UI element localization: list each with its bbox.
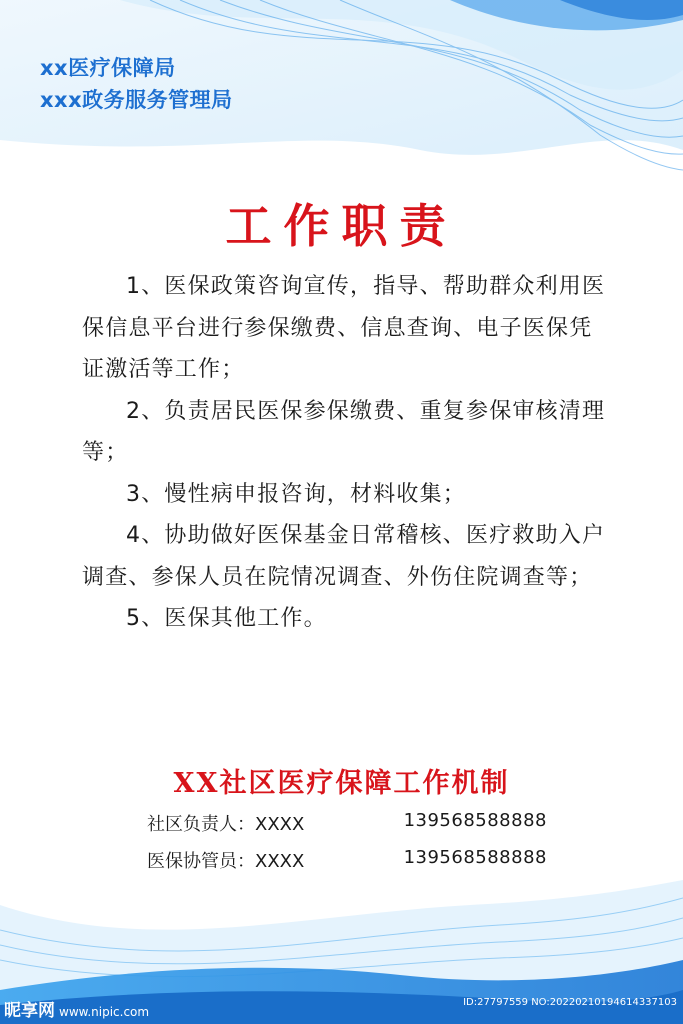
duty-item: 3、慢性病申报咨询，材料收集； xyxy=(126,481,466,507)
contact-phone: 13956858888​8 xyxy=(403,847,547,868)
duty-item: 5、医保其他工作。 xyxy=(126,606,327,631)
watermark-brand xyxy=(4,996,149,1021)
footer-organization: XX社区医疗保障工作机制 xyxy=(173,768,510,799)
duty-item: 2、负责居民医保参保缴费、重复参保审核清理等； xyxy=(82,398,606,465)
org-name-line-1: xx医疗保障局 xyxy=(40,56,176,80)
duties-list xyxy=(82,266,612,640)
contact-label: 医保协管员：XXXX xyxy=(147,851,305,872)
org-name-line-2: xxx政务服务管理局 xyxy=(40,88,233,112)
duty-item: 1、医保政策咨询宣传，指导、帮助群众利用医保信息平台进行参保缴费、信息查询、电子医保凭证激活等工作； xyxy=(82,274,606,382)
contact-label: 社区负责人：XXXX xyxy=(147,814,305,835)
watermark-image-id: ID:27797559 NO:20220210194614337103 xyxy=(463,997,677,1008)
contact-row xyxy=(147,810,547,840)
watermark-brand-name: 昵享网 xyxy=(4,1001,55,1021)
contact-row xyxy=(147,847,547,877)
page-title: 工作职责 xyxy=(225,199,458,253)
duty-item: 4、协助做好医保基金日常稽核、医疗救助入户调查、参保人员在院情况调查、外伤住院调查等； xyxy=(82,523,606,590)
contact-phone: 13956858888​8 xyxy=(403,810,547,831)
watermark-url: www.nipic.com xyxy=(59,1005,150,1019)
